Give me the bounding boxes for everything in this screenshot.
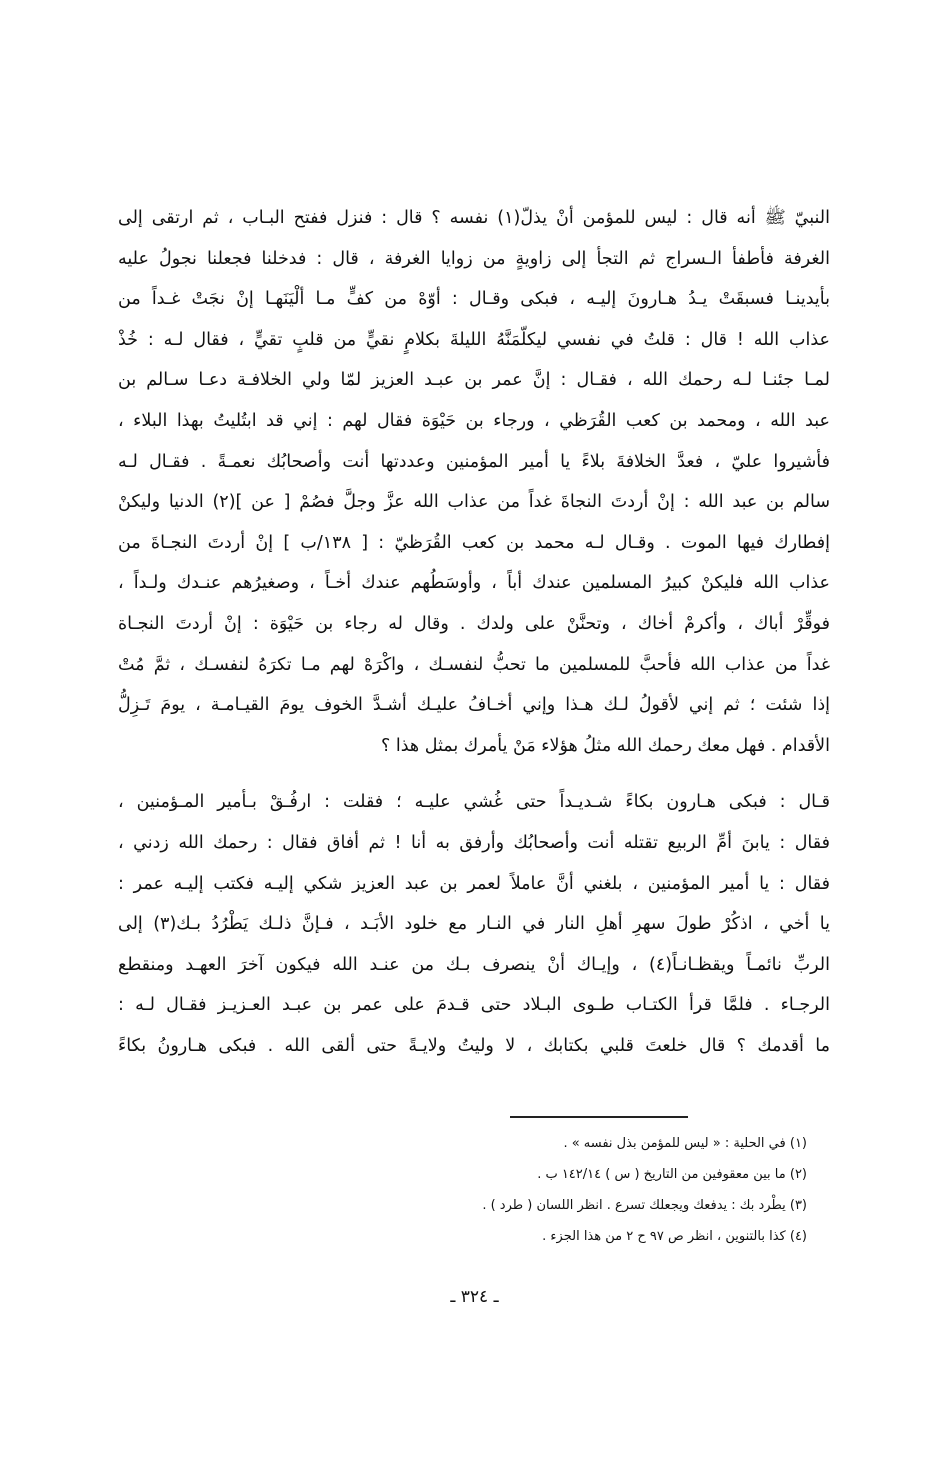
text-line: فوقِّرْ أباك ، وأكرمْ أخاك ، وتحنَّنْ على ولدك . وقال له رجاء بن حَيْوَة : إنْ أردتَ النجـاة — [118, 613, 830, 634]
text-line: عذاب الله ! قال : قلتُ في نفسي ليكلّمَنَّهُ الليلةَ بكلامٍ نقيٍّ من قلبٍ تقيٍّ ، فقال لـه : خُذْ — [118, 329, 830, 350]
text-line: النبيّ ﷺ أنه قال : ليس للمؤمن أنْ يذلّ(١) نفسه ؟ قال : فنزل ففتح البـاب ، ثم ارتقى إلى — [118, 208, 830, 228]
footnote: (٣) يطْرد بك : يدفعك ويجعلك تسرع . انظر اللسان ( طرد ) . — [482, 1198, 807, 1213]
text-line: الأقدام . فهل معك رحمك الله مثلُ هؤلاء مَنْ يأمرك بمثل هذا ؟ — [381, 735, 830, 756]
footnote: (٢) ما بين معقوفين من التاريخ ( س ) ١٤٢/١٤ ب . — [537, 1167, 807, 1182]
footnote: (١) في الحلية : « ليس للمؤمن بذل نفسه » . — [563, 1136, 807, 1151]
text-line: لمـا جئنـا لـه رحمك الله ، فقـال : إنَّ عمر بن عبـد العزيز لمّا ولي الخلافـة دعـا سـالم بن — [118, 370, 830, 391]
text-line: ما أقدمك ؟ قال خلعتَ قلبي بكتابك ، لا وليتُ ولايـةً حتى ألقى الله . فبكى هـارونُ بكاءً — [118, 1035, 830, 1056]
text-line: فأشيروا عليّ ، فعدَّ الخلافةَ بلاءً يا أمير المؤمنين وعددتها أنت وأصحابُك نعمـةً . فقـال لـه — [118, 451, 830, 472]
main-text — [118, 198, 830, 1066]
footnote-divider — [510, 1116, 688, 1118]
text-line: قـال : فبكى هـارون بكاءً شـديـداً حتى غُشي عليـه ؛ فقلت : ارفُـقْ بـأمير المـؤمنين ، — [118, 792, 830, 813]
text-line: سالم بن عبد الله : إنْ أردتَ النجاةَ غداً من عذاب الله عزَّ وجلَّ فصُمْ [ عن ](٢) الدنيا وليكنْ — [118, 492, 830, 513]
text-line: الرجـاء . فلمَّا قرأ الكتـاب طـوى البـلاد حتى قـدمَ على عمر بن عبـد العـزيـز فقـال لـه : — [118, 995, 830, 1016]
text-line: إفطارك فيها الموت . وقـال لـه محمد بن كعب القُرَظيّ : [ ١٣٨/ب ] إنْ أردتَ النجـاةَ من — [118, 532, 830, 553]
text-line: الربِّ نائمـاً ويقظـانـاً(٤) ، وإيـاك أنْ ينصرف بـك من عنـد الله فيكون آخرَ العهـد ومنقطع — [118, 954, 830, 975]
footnotes — [367, 1128, 807, 1252]
text-line: فقال : يا أمير المؤمنين ، بلغني أنَّ عاملاً لعمر بن عبد العزيز شكي إليـه فكتب إليـه عمر : — [118, 873, 830, 894]
text-line: عبد الله ، ومحمد بن كعب القُرَظي ، ورجاء بن حَيْوَة فقال لهم : إني قد ابتُليتُ بهذا البلاء ، — [118, 410, 830, 431]
page-number: ـ ٣٢٤ ـ — [450, 1287, 499, 1307]
paragraph-2 — [118, 782, 830, 1066]
text-line: بأيدينـا فسبقَتْ يـدُ هـارونَ إليـه ، فبكى وقـال : أوّهْ من كفٍّ مـا ألْيَنَهـا إنْ نجَتْ غـداً من — [118, 289, 830, 310]
text-line: يا أخي ، اذكُرْ طولَ سهرِ أهلِ النار في النـار مع خلود الأبَـد ، فـإنَّ ذلـك يَطْرُدُ بـك(٣) إلى — [118, 914, 830, 935]
paragraph-gap — [118, 766, 830, 782]
text-line: فقال : يابنَ أمِّ الربيع تقتله أنت وأصحابُك وأرفق به أنا ! ثم أفاق فقال : رحمك الله زدني ، — [118, 832, 830, 853]
paragraph-1 — [118, 198, 830, 766]
text-line: إذا شئت ؛ ثم إني لأقولُ لـك هـذا وإني أخـافُ عليـك أشـدَّ الخوف يومَ القيـامـة ، يومَ تَـزِلُّ — [118, 695, 830, 716]
footnote: (٤) كذا بالتنوين ، انظر ص ٩٧ ح ٢ من هذا الجزء . — [542, 1229, 807, 1244]
text-line: غداً من عذاب الله فأحبَّ للمسلمين ما تحبُّ لنفسـك ، واكْرَهْ لهم مـا تكرَهُ لنفسـك ، ثمَّ مُتْ — [118, 654, 830, 675]
text-line: الغرفة فأطفأ الـسراج ثم التجأ إلى زاويةٍ من زوايا الغرفة ، قال : فدخلنا فجعلنا نجولُ عليه — [118, 248, 830, 269]
text-line: عذاب الله فليكنْ كبيرُ المسلمين عندك أباً ، وأوسَطُهم عندك أخـاً ، وصغيرُهم عنـدك ولـداً ، — [118, 573, 830, 594]
